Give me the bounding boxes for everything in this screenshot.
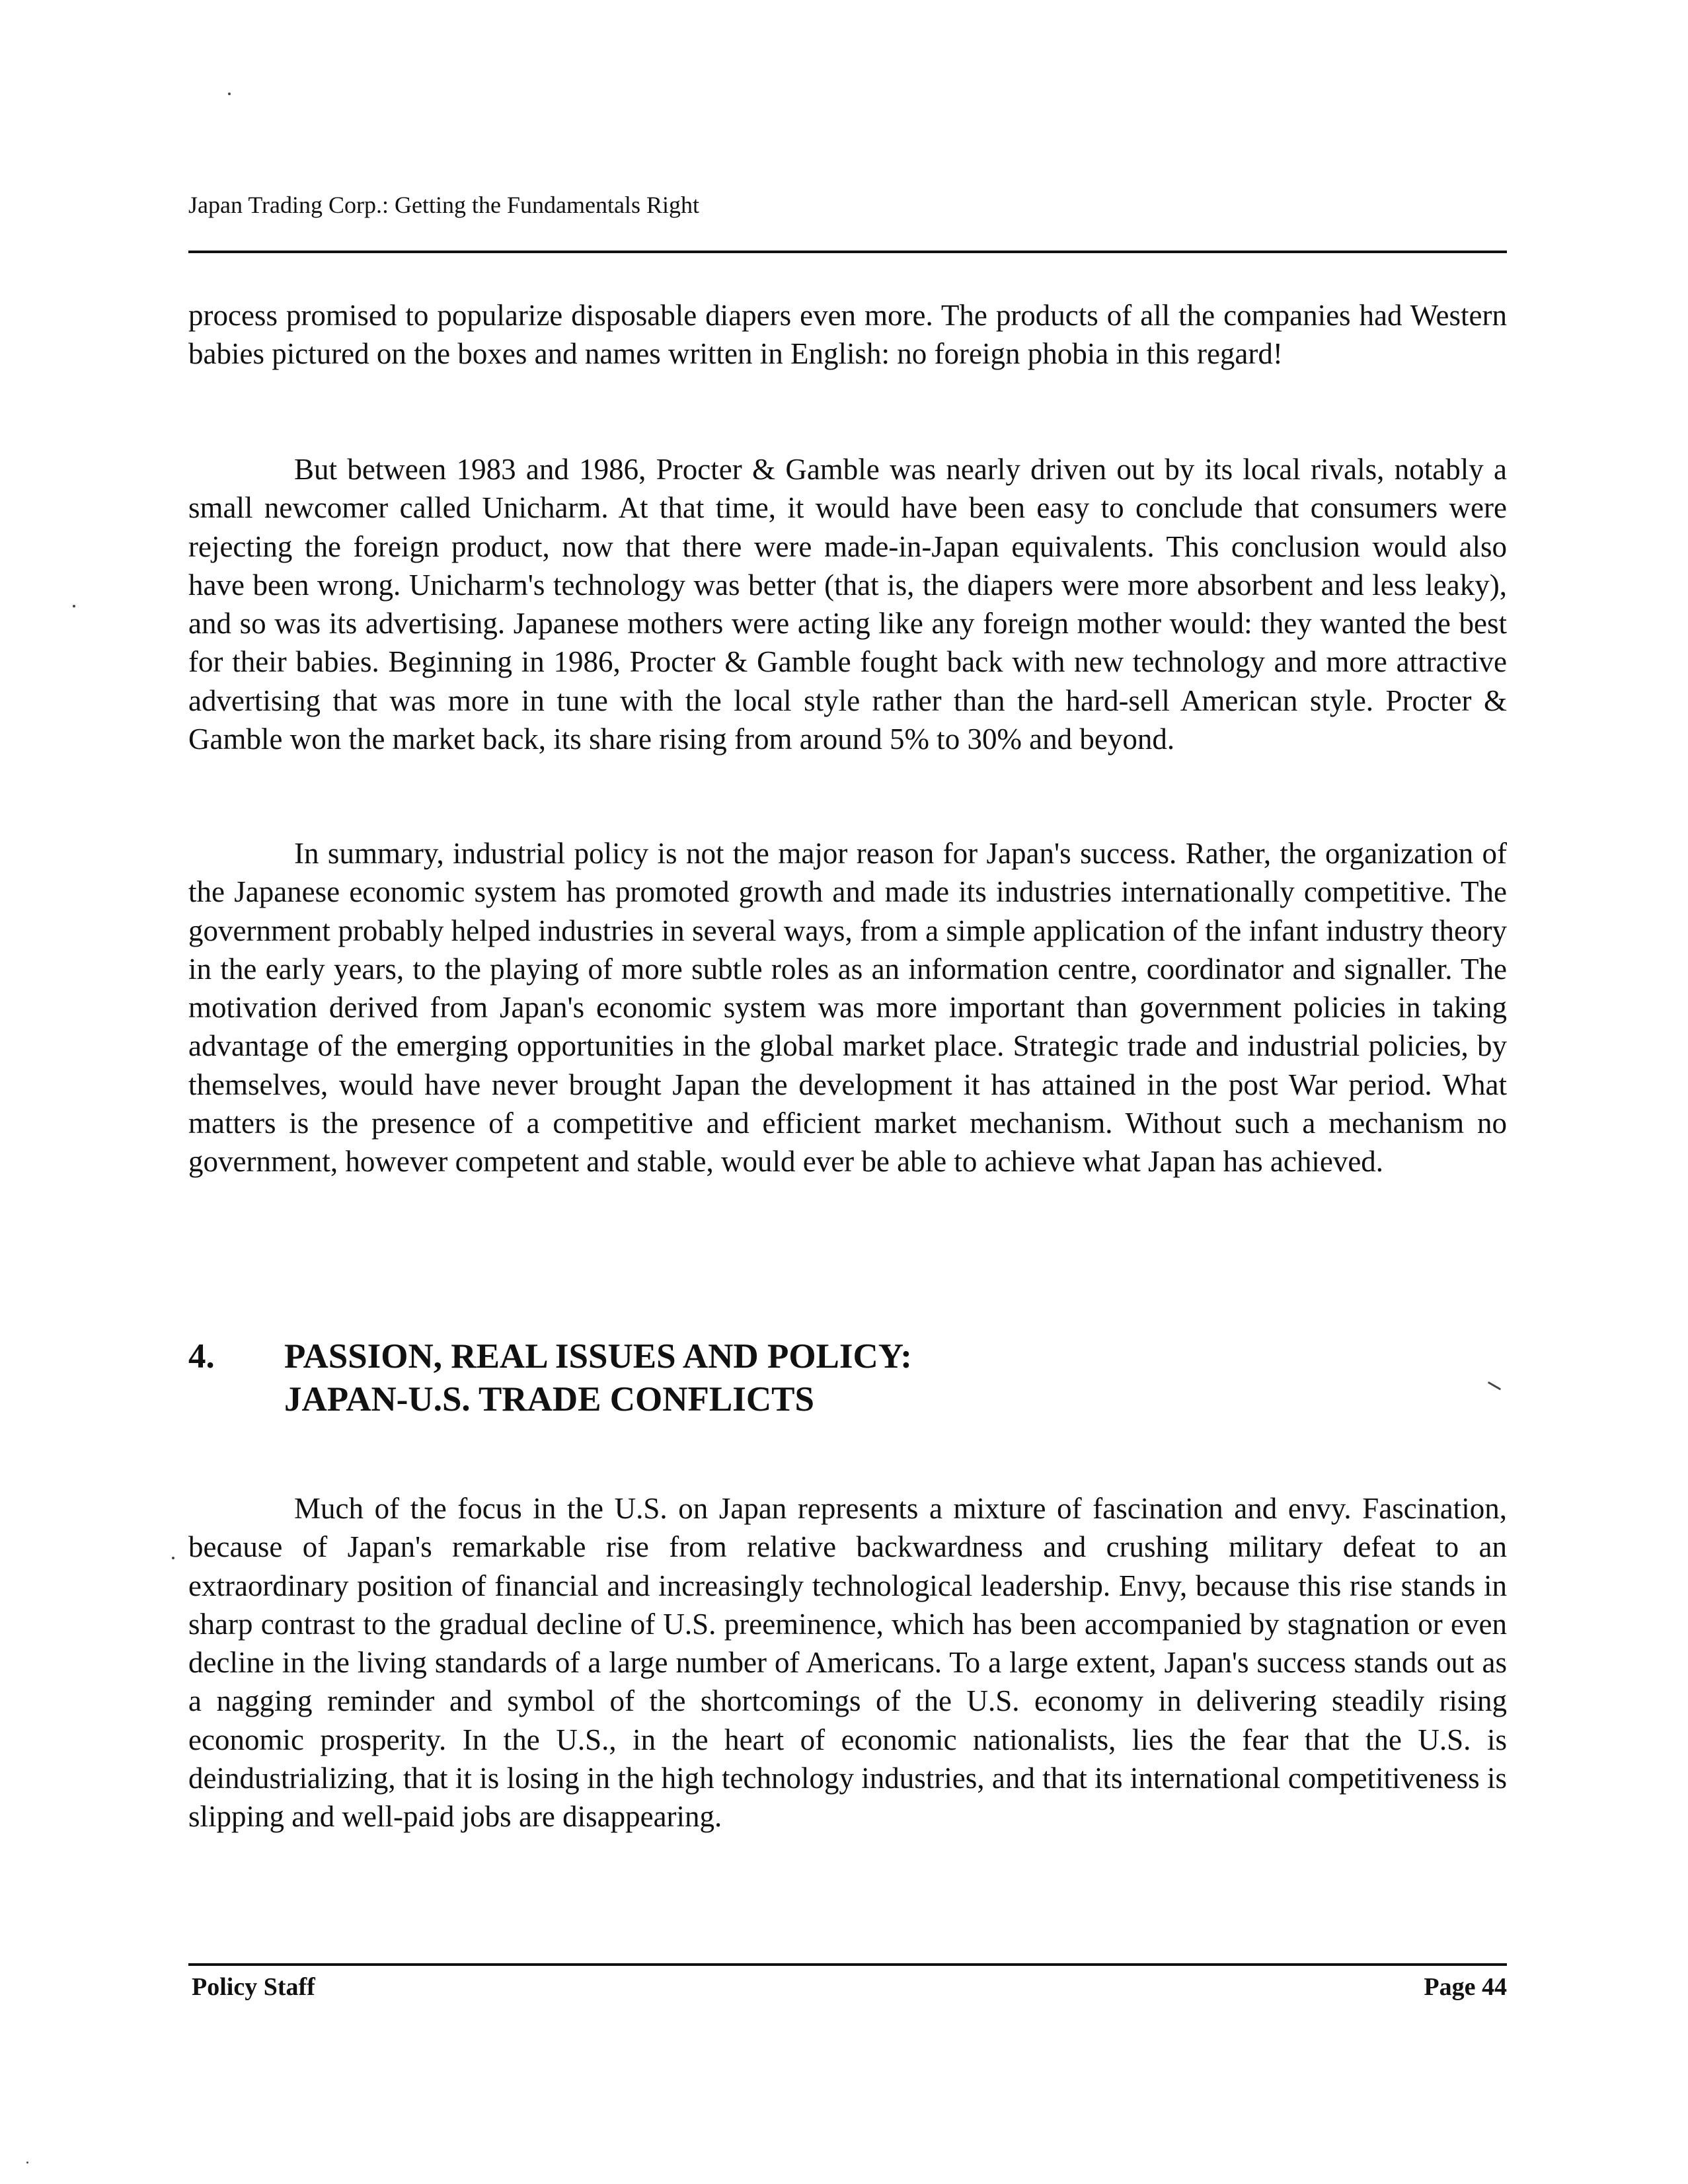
footer-rule	[188, 1963, 1507, 1966]
paragraph-text: But between 1983 and 1986, Procter & Gamble was nearly driven out by its local rivals, notably a small newcomer called Unicharm. At that time, it would have been easy to conclude that consumers were rejecting the foreign product, now that there were made-in-Japan equivalents. This conclusion would also have been wrong. Unicharm's technology was better (that is, the diapers were more absorbent and less leaky), and so was its advertising. Japanese mothers were acting like any foreign mother would: they wanted the best for their babies. Beginning in 1986, Procter & Gamble fought back with new technology and more attractive advertising that was more in tune with the local style rather than the hard-sell American style. Procter & Gamble won the market back, its share rising from around 5% to 30% and beyond.	[188, 453, 1507, 756]
footer-left-label: Policy Staff	[192, 1973, 315, 2001]
scan-speck	[26, 2162, 28, 2164]
scan-speck	[228, 93, 231, 95]
body-paragraph	[188, 1489, 1507, 1836]
paragraph-text: process promised to popularize disposable diapers even more. The products of all the companies had Western babies pictured on the boxes and names written in English: no foreign phobia in this regard!	[188, 299, 1507, 371]
section-title	[284, 1335, 912, 1421]
page-number: Page 44	[1424, 1973, 1507, 2001]
section-title-line-1: PASSION, REAL ISSUES AND POLICY:	[284, 1337, 912, 1376]
paragraph-text: In summary, industrial policy is not the major reason for Japan's success. Rather, the organization of the Japanese economic system has promoted growth and made its industries internationally competitive. The government probably helped industries in several ways, from a simple application of the infant industry theory in the early years, to the playing of more subtle roles as an information centre, coordinator and signaller. The motivation derived from Japan's economic system was more important than government policies in taking advantage of the emerging opportunities in the global market place. Strategic trade and industrial policies, by themselves, would have never brought Japan the development it has attained in the post War period. What matters is the presence of a competitive and efficient market mechanism. Without such a mechanism no government, however competent and stable, would ever be able to achieve what Japan has achieved.	[188, 837, 1507, 1179]
running-header: Japan Trading Corp.: Getting the Fundamentals Right	[188, 192, 699, 218]
header-rule	[188, 251, 1507, 253]
paragraph-text: Much of the focus in the U.S. on Japan represents a mixture of fascination and envy. Fascination, because of Japan's remarkable rise from relative backwardness and crushing military defeat to an extraordinary position of financial and increasingly technological leadership. Envy, because this rise stands in sharp contrast to the gradual decline of U.S. preeminence, which has been accompanied by stagnation or even decline in the living standards of a large number of Americans. To a large extent, Japan's success stands out as a nagging reminder and symbol of the shortcomings of the U.S. economy in delivering steadily rising economic prosperity. In the U.S., in the heart of economic nationalists, lies the fear that the U.S. is deindustrializing, that it is losing in the high technology industries, and that its international competitiveness is slipping and well-paid jobs are disappearing.	[188, 1492, 1507, 1834]
scan-speck	[1488, 1382, 1502, 1391]
body-paragraph	[188, 296, 1507, 373]
scan-speck	[172, 1557, 174, 1559]
section-title-line-2: JAPAN-U.S. TRADE CONFLICTS	[284, 1380, 814, 1419]
section-number: 4.	[188, 1337, 215, 1376]
body-paragraph	[188, 834, 1507, 1181]
scan-speck	[73, 605, 75, 607]
body-paragraph	[188, 450, 1507, 758]
